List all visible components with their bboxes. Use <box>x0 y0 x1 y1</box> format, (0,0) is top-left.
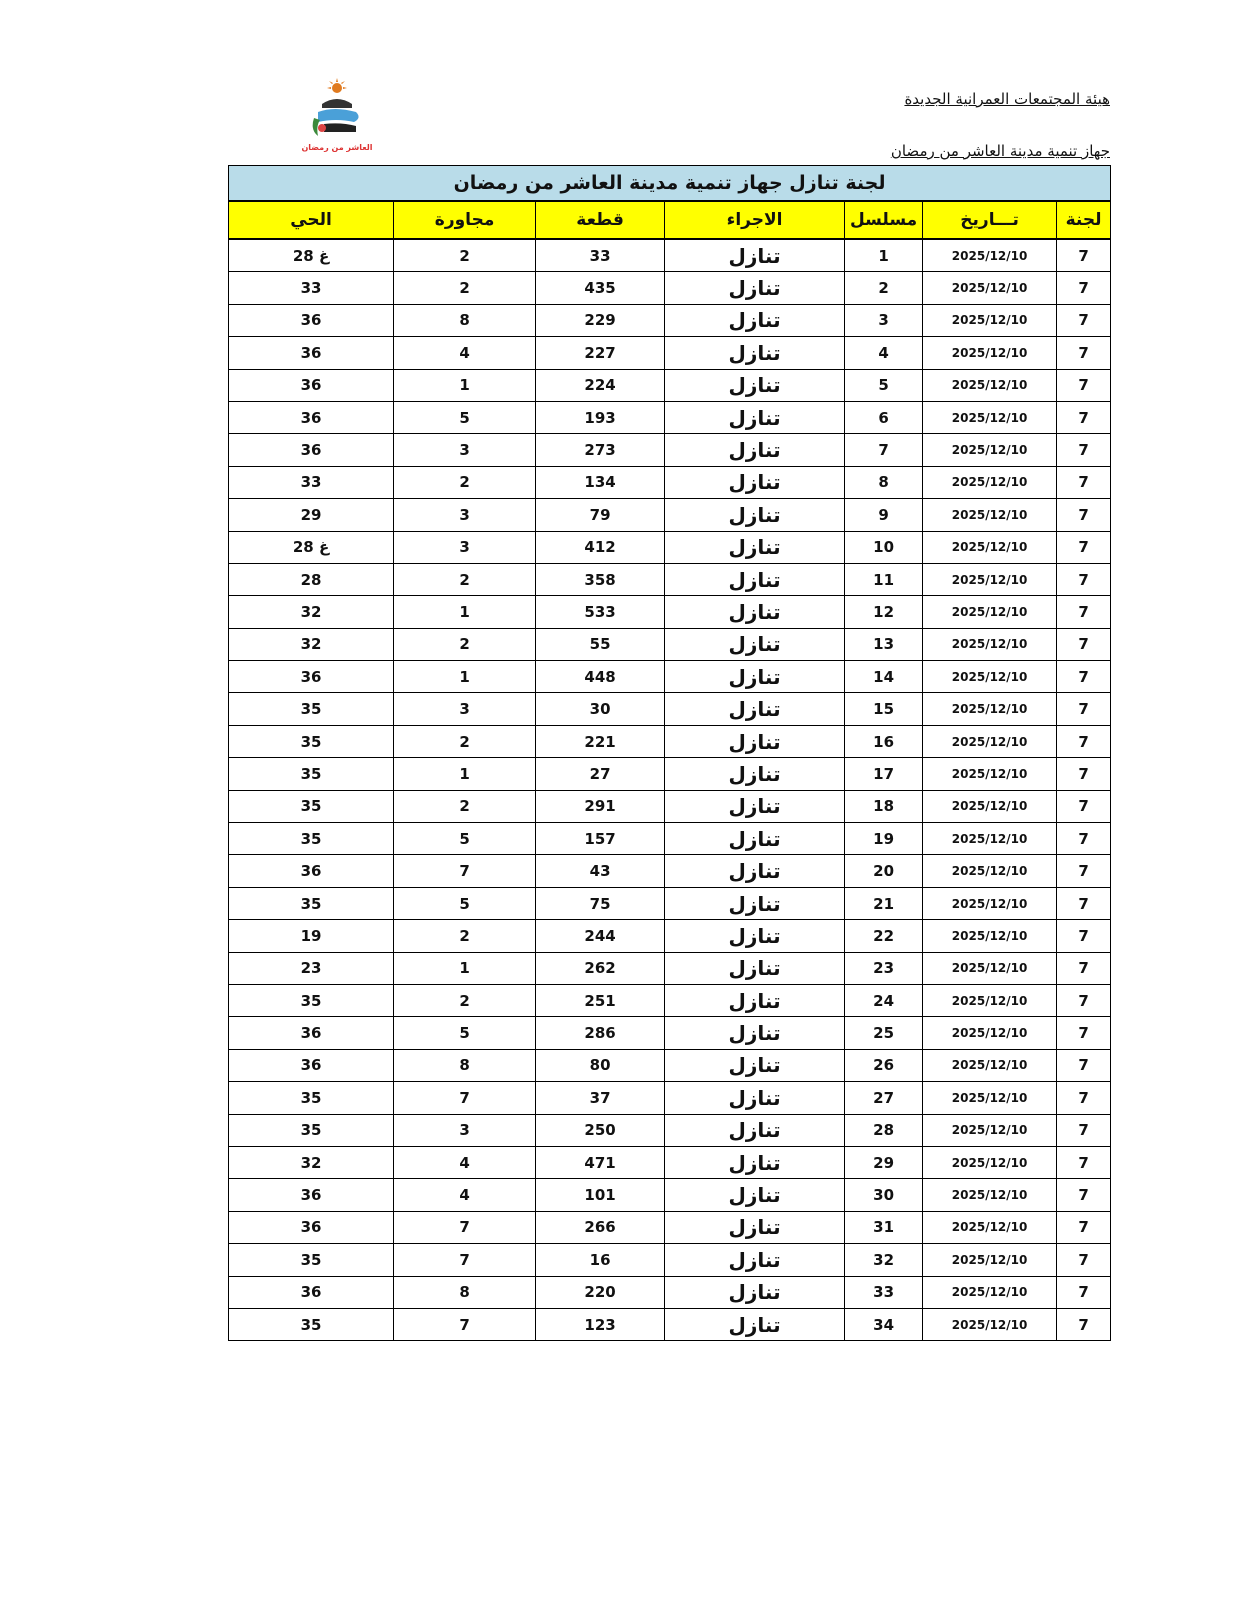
district-cell: 35 <box>229 887 394 919</box>
plot-cell: 75 <box>536 887 665 919</box>
committee-cell: 7 <box>1057 1049 1111 1081</box>
plot-cell: 123 <box>536 1308 665 1340</box>
district-cell: 33 <box>229 466 394 498</box>
plot-cell: 471 <box>536 1146 665 1178</box>
action-cell: تنازل <box>665 725 845 757</box>
table-row <box>229 337 1111 369</box>
plot-cell: 358 <box>536 563 665 595</box>
neighborhood-cell: 2 <box>394 725 536 757</box>
table-row <box>229 952 1111 984</box>
district-cell: 36 <box>229 1179 394 1211</box>
serial-cell: 12 <box>845 596 923 628</box>
action-cell: تنازل <box>665 887 845 919</box>
table-row <box>229 693 1111 725</box>
plot-cell: 435 <box>536 272 665 304</box>
neighborhood-cell: 2 <box>394 628 536 660</box>
action-cell: تنازل <box>665 920 845 952</box>
neighborhood-cell: 1 <box>394 758 536 790</box>
district-cell: 35 <box>229 790 394 822</box>
neighborhood-cell: 4 <box>394 337 536 369</box>
col-committee: لجنة <box>1057 201 1111 239</box>
action-cell: تنازل <box>665 239 845 272</box>
date-cell: 2025/12/10 <box>923 628 1057 660</box>
plot-cell: 266 <box>536 1211 665 1243</box>
plot-cell: 220 <box>536 1276 665 1308</box>
committee-cell: 7 <box>1057 1114 1111 1146</box>
date-cell: 2025/12/10 <box>923 272 1057 304</box>
date-cell: 2025/12/10 <box>923 790 1057 822</box>
committee-cell: 7 <box>1057 466 1111 498</box>
date-cell: 2025/12/10 <box>923 725 1057 757</box>
table-row <box>229 1244 1111 1276</box>
district-cell: 36 <box>229 855 394 887</box>
district-cell: 36 <box>229 1049 394 1081</box>
col-serial: مسلسل <box>845 201 923 239</box>
action-cell: تنازل <box>665 661 845 693</box>
department-name: جهاز تنمية مدينة العاشر من رمضان <box>890 142 1110 160</box>
action-cell: تنازل <box>665 1049 845 1081</box>
neighborhood-cell: 4 <box>394 1179 536 1211</box>
serial-cell: 20 <box>845 855 923 887</box>
committee-cell: 7 <box>1057 984 1111 1016</box>
plot-cell: 43 <box>536 855 665 887</box>
action-cell: تنازل <box>665 823 845 855</box>
neighborhood-cell: 8 <box>394 1276 536 1308</box>
date-cell: 2025/12/10 <box>923 984 1057 1016</box>
col-district: الحي <box>229 201 394 239</box>
neighborhood-cell: 7 <box>394 1244 536 1276</box>
table-row <box>229 855 1111 887</box>
plot-cell: 33 <box>536 239 665 272</box>
district-cell: 35 <box>229 1082 394 1114</box>
date-cell: 2025/12/10 <box>923 304 1057 336</box>
plot-cell: 55 <box>536 628 665 660</box>
date-cell: 2025/12/10 <box>923 920 1057 952</box>
table-row <box>229 1211 1111 1243</box>
district-cell: 35 <box>229 1308 394 1340</box>
serial-cell: 34 <box>845 1308 923 1340</box>
action-cell: تنازل <box>665 855 845 887</box>
committee-cell: 7 <box>1057 1276 1111 1308</box>
date-cell: 2025/12/10 <box>923 1082 1057 1114</box>
col-date: تـــاريخ <box>923 201 1057 239</box>
plot-cell: 244 <box>536 920 665 952</box>
plot-cell: 251 <box>536 984 665 1016</box>
serial-cell: 5 <box>845 369 923 401</box>
district-cell: 32 <box>229 628 394 660</box>
neighborhood-cell: 2 <box>394 272 536 304</box>
committee-cell: 7 <box>1057 401 1111 433</box>
date-cell: 2025/12/10 <box>923 1146 1057 1178</box>
neighborhood-cell: 3 <box>394 434 536 466</box>
neighborhood-cell: 3 <box>394 531 536 563</box>
committee-cell: 7 <box>1057 823 1111 855</box>
waiver-table <box>228 165 1111 1341</box>
district-cell: 35 <box>229 1114 394 1146</box>
neighborhood-cell: 8 <box>394 304 536 336</box>
plot-cell: 221 <box>536 725 665 757</box>
district-cell: 36 <box>229 1211 394 1243</box>
waiver-table-container <box>228 165 1110 1341</box>
committee-cell: 7 <box>1057 628 1111 660</box>
neighborhood-cell: 2 <box>394 920 536 952</box>
committee-cell: 7 <box>1057 1017 1111 1049</box>
table-row <box>229 1308 1111 1340</box>
committee-cell: 7 <box>1057 239 1111 272</box>
serial-cell: 24 <box>845 984 923 1016</box>
table-row <box>229 434 1111 466</box>
neighborhood-cell: 1 <box>394 952 536 984</box>
action-cell: تنازل <box>665 369 845 401</box>
district-cell: 29 <box>229 499 394 531</box>
table-row <box>229 1146 1111 1178</box>
date-cell: 2025/12/10 <box>923 855 1057 887</box>
committee-cell: 7 <box>1057 1244 1111 1276</box>
table-row <box>229 1276 1111 1308</box>
table-title: لجنة تنازل جهاز تنمية مدينة العاشر من رمضان <box>229 166 1111 202</box>
action-cell: تنازل <box>665 693 845 725</box>
district-cell: غ 28 <box>229 531 394 563</box>
table-row <box>229 1082 1111 1114</box>
plot-cell: 27 <box>536 758 665 790</box>
serial-cell: 27 <box>845 1082 923 1114</box>
date-cell: 2025/12/10 <box>923 1211 1057 1243</box>
table-row <box>229 401 1111 433</box>
action-cell: تنازل <box>665 1211 845 1243</box>
date-cell: 2025/12/10 <box>923 401 1057 433</box>
action-cell: تنازل <box>665 401 845 433</box>
neighborhood-cell: 2 <box>394 466 536 498</box>
district-cell: 23 <box>229 952 394 984</box>
neighborhood-cell: 3 <box>394 693 536 725</box>
table-row <box>229 1017 1111 1049</box>
serial-cell: 4 <box>845 337 923 369</box>
date-cell: 2025/12/10 <box>923 239 1057 272</box>
committee-cell: 7 <box>1057 725 1111 757</box>
table-row <box>229 823 1111 855</box>
date-cell: 2025/12/10 <box>923 887 1057 919</box>
date-cell: 2025/12/10 <box>923 596 1057 628</box>
committee-cell: 7 <box>1057 1308 1111 1340</box>
neighborhood-cell: 3 <box>394 1114 536 1146</box>
city-logo <box>296 78 378 156</box>
district-cell: 36 <box>229 337 394 369</box>
action-cell: تنازل <box>665 1114 845 1146</box>
table-row <box>229 531 1111 563</box>
col-action: الاجراء <box>665 201 845 239</box>
date-cell: 2025/12/10 <box>923 563 1057 595</box>
committee-cell: 7 <box>1057 531 1111 563</box>
neighborhood-cell: 7 <box>394 1082 536 1114</box>
date-cell: 2025/12/10 <box>923 823 1057 855</box>
committee-cell: 7 <box>1057 304 1111 336</box>
plot-cell: 101 <box>536 1179 665 1211</box>
serial-cell: 10 <box>845 531 923 563</box>
serial-cell: 15 <box>845 693 923 725</box>
neighborhood-cell: 7 <box>394 1211 536 1243</box>
plot-cell: 286 <box>536 1017 665 1049</box>
serial-cell: 13 <box>845 628 923 660</box>
action-cell: تنازل <box>665 434 845 466</box>
action-cell: تنازل <box>665 499 845 531</box>
plot-cell: 30 <box>536 693 665 725</box>
action-cell: تنازل <box>665 1276 845 1308</box>
table-row <box>229 661 1111 693</box>
district-cell: 32 <box>229 596 394 628</box>
committee-cell: 7 <box>1057 1146 1111 1178</box>
table-row <box>229 596 1111 628</box>
action-cell: تنازل <box>665 272 845 304</box>
neighborhood-cell: 5 <box>394 887 536 919</box>
serial-cell: 28 <box>845 1114 923 1146</box>
committee-cell: 7 <box>1057 855 1111 887</box>
table-row <box>229 1049 1111 1081</box>
plot-cell: 448 <box>536 661 665 693</box>
action-cell: تنازل <box>665 304 845 336</box>
neighborhood-cell: 8 <box>394 1049 536 1081</box>
date-cell: 2025/12/10 <box>923 1114 1057 1146</box>
district-cell: 35 <box>229 725 394 757</box>
committee-cell: 7 <box>1057 1082 1111 1114</box>
serial-cell: 8 <box>845 466 923 498</box>
committee-cell: 7 <box>1057 887 1111 919</box>
table-row <box>229 1114 1111 1146</box>
serial-cell: 17 <box>845 758 923 790</box>
plot-cell: 80 <box>536 1049 665 1081</box>
committee-cell: 7 <box>1057 952 1111 984</box>
neighborhood-cell: 2 <box>394 984 536 1016</box>
serial-cell: 30 <box>845 1179 923 1211</box>
table-row <box>229 725 1111 757</box>
committee-cell: 7 <box>1057 1211 1111 1243</box>
date-cell: 2025/12/10 <box>923 758 1057 790</box>
neighborhood-cell: 2 <box>394 239 536 272</box>
committee-cell: 7 <box>1057 434 1111 466</box>
committee-cell: 7 <box>1057 337 1111 369</box>
plot-cell: 157 <box>536 823 665 855</box>
date-cell: 2025/12/10 <box>923 531 1057 563</box>
date-cell: 2025/12/10 <box>923 1244 1057 1276</box>
date-cell: 2025/12/10 <box>923 337 1057 369</box>
date-cell: 2025/12/10 <box>923 1049 1057 1081</box>
plot-cell: 262 <box>536 952 665 984</box>
action-cell: تنازل <box>665 563 845 595</box>
committee-cell: 7 <box>1057 920 1111 952</box>
table-row <box>229 984 1111 1016</box>
date-cell: 2025/12/10 <box>923 466 1057 498</box>
serial-cell: 6 <box>845 401 923 433</box>
action-cell: تنازل <box>665 466 845 498</box>
table-row <box>229 466 1111 498</box>
action-cell: تنازل <box>665 758 845 790</box>
action-cell: تنازل <box>665 596 845 628</box>
plot-cell: 79 <box>536 499 665 531</box>
district-cell: 36 <box>229 304 394 336</box>
plot-cell: 412 <box>536 531 665 563</box>
district-cell: 32 <box>229 1146 394 1178</box>
serial-cell: 26 <box>845 1049 923 1081</box>
plot-cell: 273 <box>536 434 665 466</box>
plot-cell: 37 <box>536 1082 665 1114</box>
date-cell: 2025/12/10 <box>923 1308 1057 1340</box>
district-cell: 36 <box>229 1276 394 1308</box>
district-cell: 36 <box>229 661 394 693</box>
action-cell: تنازل <box>665 1146 845 1178</box>
action-cell: تنازل <box>665 628 845 660</box>
action-cell: تنازل <box>665 952 845 984</box>
neighborhood-cell: 3 <box>394 499 536 531</box>
logo-caption: العاشر من رمضان <box>301 143 373 152</box>
neighborhood-cell: 7 <box>394 1308 536 1340</box>
action-cell: تنازل <box>665 790 845 822</box>
table-header-row <box>229 201 1111 239</box>
action-cell: تنازل <box>665 1179 845 1211</box>
serial-cell: 31 <box>845 1211 923 1243</box>
serial-cell: 32 <box>845 1244 923 1276</box>
table-row <box>229 369 1111 401</box>
neighborhood-cell: 7 <box>394 855 536 887</box>
district-cell: 33 <box>229 272 394 304</box>
serial-cell: 25 <box>845 1017 923 1049</box>
district-cell: 35 <box>229 1244 394 1276</box>
neighborhood-cell: 2 <box>394 563 536 595</box>
serial-cell: 7 <box>845 434 923 466</box>
table-row <box>229 758 1111 790</box>
table-row <box>229 887 1111 919</box>
committee-cell: 7 <box>1057 758 1111 790</box>
date-cell: 2025/12/10 <box>923 1179 1057 1211</box>
action-cell: تنازل <box>665 531 845 563</box>
serial-cell: 33 <box>845 1276 923 1308</box>
neighborhood-cell: 5 <box>394 1017 536 1049</box>
district-cell: 19 <box>229 920 394 952</box>
plot-cell: 134 <box>536 466 665 498</box>
committee-cell: 7 <box>1057 499 1111 531</box>
district-cell: 28 <box>229 563 394 595</box>
action-cell: تنازل <box>665 1244 845 1276</box>
table-row <box>229 790 1111 822</box>
neighborhood-cell: 1 <box>394 596 536 628</box>
table-row <box>229 239 1111 272</box>
district-cell: 36 <box>229 369 394 401</box>
neighborhood-cell: 2 <box>394 790 536 822</box>
committee-cell: 7 <box>1057 1179 1111 1211</box>
committee-cell: 7 <box>1057 790 1111 822</box>
col-plot: قطعة <box>536 201 665 239</box>
action-cell: تنازل <box>665 1017 845 1049</box>
date-cell: 2025/12/10 <box>923 952 1057 984</box>
action-cell: تنازل <box>665 1308 845 1340</box>
plot-cell: 533 <box>536 596 665 628</box>
date-cell: 2025/12/10 <box>923 434 1057 466</box>
plot-cell: 16 <box>536 1244 665 1276</box>
table-row <box>229 563 1111 595</box>
date-cell: 2025/12/10 <box>923 499 1057 531</box>
date-cell: 2025/12/10 <box>923 1276 1057 1308</box>
table-row <box>229 304 1111 336</box>
neighborhood-cell: 5 <box>394 823 536 855</box>
plot-cell: 250 <box>536 1114 665 1146</box>
plot-cell: 291 <box>536 790 665 822</box>
table-row <box>229 1179 1111 1211</box>
committee-cell: 7 <box>1057 563 1111 595</box>
neighborhood-cell: 1 <box>394 369 536 401</box>
serial-cell: 21 <box>845 887 923 919</box>
serial-cell: 3 <box>845 304 923 336</box>
committee-cell: 7 <box>1057 596 1111 628</box>
committee-cell: 7 <box>1057 272 1111 304</box>
serial-cell: 14 <box>845 661 923 693</box>
plot-cell: 227 <box>536 337 665 369</box>
neighborhood-cell: 5 <box>394 401 536 433</box>
district-cell: 36 <box>229 401 394 433</box>
serial-cell: 23 <box>845 952 923 984</box>
district-cell: غ 28 <box>229 239 394 272</box>
table-row <box>229 272 1111 304</box>
district-cell: 35 <box>229 693 394 725</box>
table-row <box>229 628 1111 660</box>
committee-cell: 7 <box>1057 369 1111 401</box>
table-row <box>229 920 1111 952</box>
plot-cell: 224 <box>536 369 665 401</box>
serial-cell: 19 <box>845 823 923 855</box>
plot-cell: 193 <box>536 401 665 433</box>
neighborhood-cell: 1 <box>394 661 536 693</box>
district-cell: 35 <box>229 984 394 1016</box>
district-cell: 36 <box>229 434 394 466</box>
district-cell: 36 <box>229 1017 394 1049</box>
committee-cell: 7 <box>1057 661 1111 693</box>
organization-name: هيئة المجتمعات العمرانية الجديدة <box>904 90 1110 108</box>
action-cell: تنازل <box>665 984 845 1016</box>
date-cell: 2025/12/10 <box>923 369 1057 401</box>
district-cell: 35 <box>229 823 394 855</box>
col-neighborhood: مجاورة <box>394 201 536 239</box>
date-cell: 2025/12/10 <box>923 1017 1057 1049</box>
serial-cell: 11 <box>845 563 923 595</box>
action-cell: تنازل <box>665 337 845 369</box>
date-cell: 2025/12/10 <box>923 693 1057 725</box>
district-cell: 35 <box>229 758 394 790</box>
committee-cell: 7 <box>1057 693 1111 725</box>
neighborhood-cell: 4 <box>394 1146 536 1178</box>
serial-cell: 16 <box>845 725 923 757</box>
serial-cell: 9 <box>845 499 923 531</box>
action-cell: تنازل <box>665 1082 845 1114</box>
serial-cell: 2 <box>845 272 923 304</box>
serial-cell: 22 <box>845 920 923 952</box>
plot-cell: 229 <box>536 304 665 336</box>
serial-cell: 29 <box>845 1146 923 1178</box>
serial-cell: 18 <box>845 790 923 822</box>
serial-cell: 1 <box>845 239 923 272</box>
date-cell: 2025/12/10 <box>923 661 1057 693</box>
table-body <box>229 239 1111 1341</box>
table-row <box>229 499 1111 531</box>
